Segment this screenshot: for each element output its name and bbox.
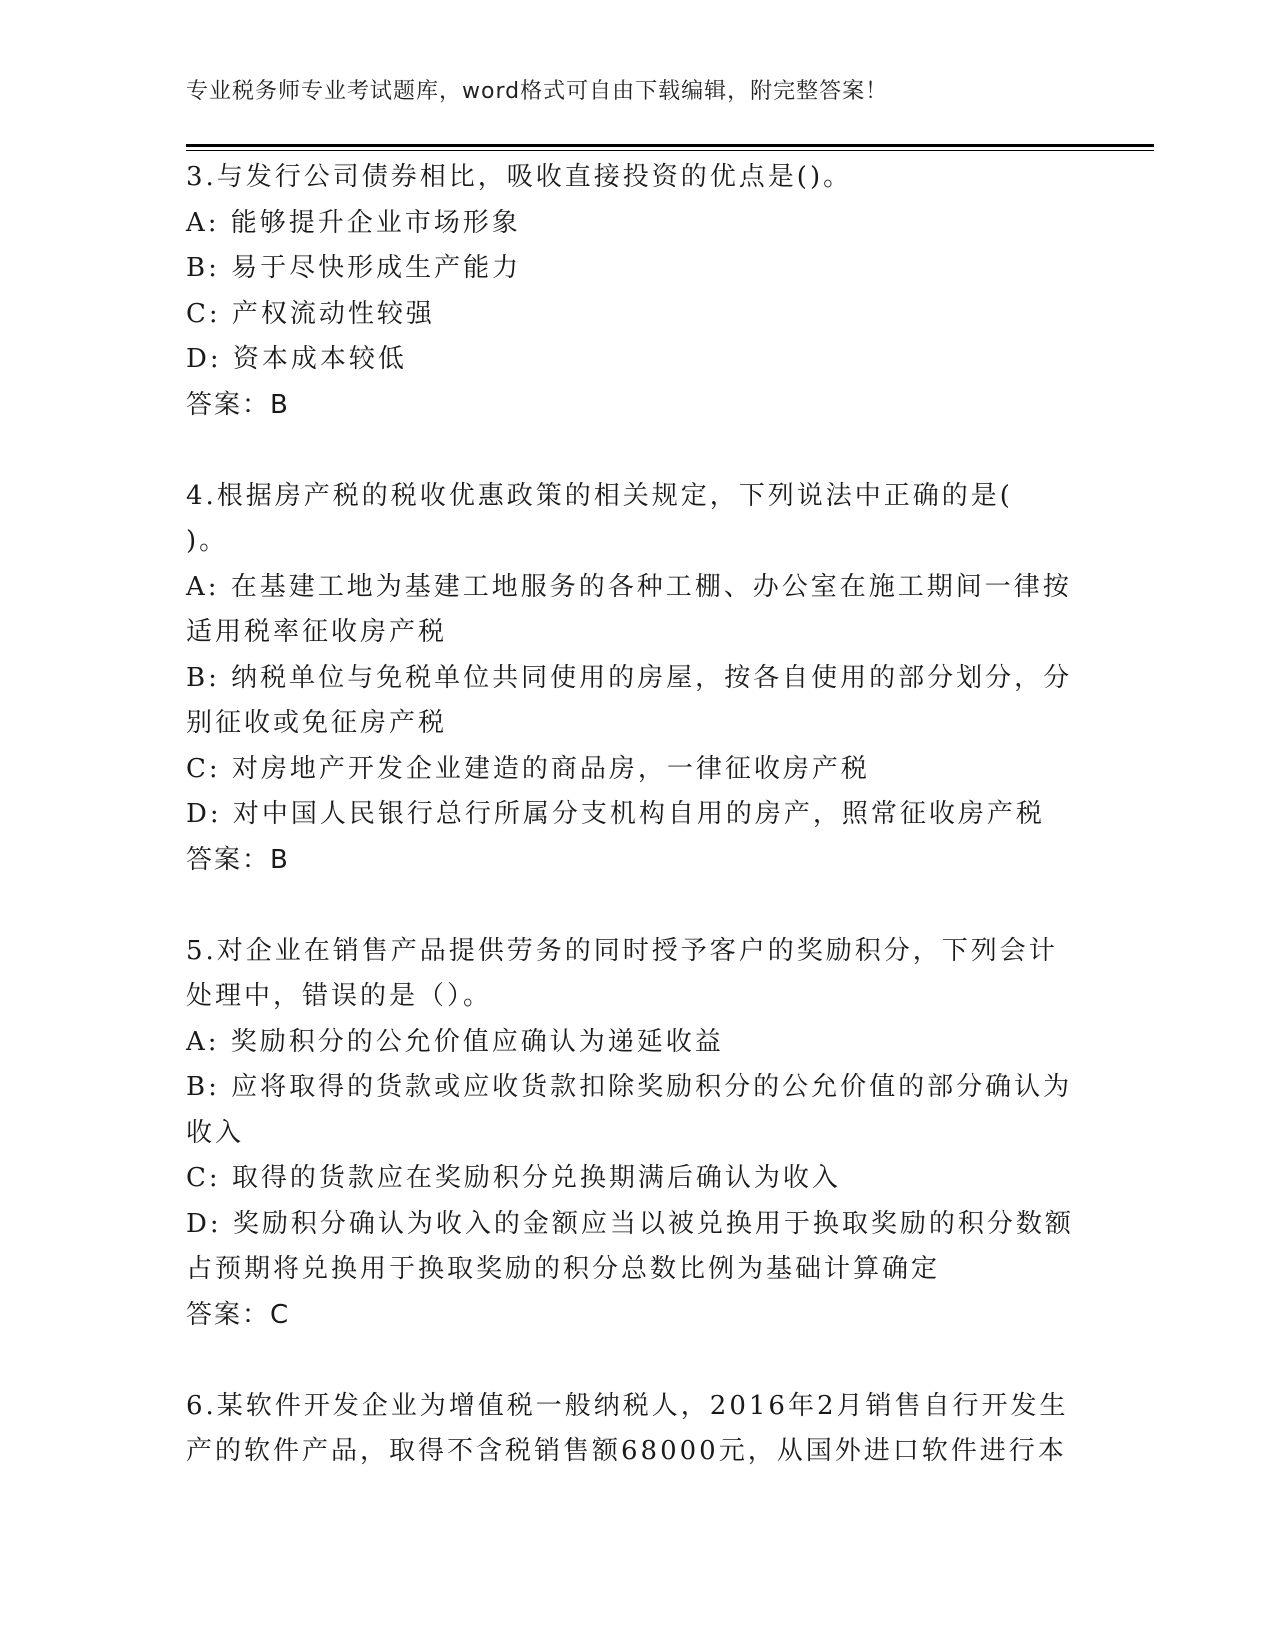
question-6	[186, 1384, 1086, 1475]
option-b: B: 易于尽快形成生产能力	[186, 253, 522, 283]
option-b: B: 应将取得的货款或应收货款扣除奖励积分的公允价值的部分确认为	[186, 1072, 1073, 1102]
option-a: A: 能够提升企业市场形象	[186, 207, 521, 238]
question-list	[186, 155, 1086, 1475]
header-rule-thin	[186, 150, 1154, 151]
question-stem: 5.对企业在销售产品提供劳务的同时授予客户的奖励积分，下列会计	[186, 935, 1058, 966]
option-d: D: 资本成本较低	[186, 344, 407, 374]
answer-line: 答案：B	[186, 389, 290, 420]
question-stem-continued: 产的软件产品，取得不含税销售额68000元，从国外进口软件进行本	[186, 1436, 1067, 1466]
option-b: B: 纳税单位与免税单位共同使用的房屋，按各自使用的部分划分，分	[186, 662, 1073, 693]
option-d: D: 对中国人民银行总行所属分支机构自用的房产，照常征收房产税	[186, 799, 1045, 829]
answer-line: 答案：B	[186, 844, 290, 875]
question-stem-continued: )。	[186, 526, 229, 556]
option-a-continued: 适用税率征收房产税	[186, 617, 448, 647]
page-header: 专业税务师专业考试题库，word格式可自由下载编辑，附完整答案！	[186, 79, 889, 104]
option-d-continued: 占预期将兑换用于换取奖励的积分总数比例为基础计算确定	[186, 1254, 941, 1284]
answer-line: 答案：C	[186, 1299, 291, 1330]
question-3	[186, 155, 1086, 428]
question-spacer	[186, 883, 1086, 929]
option-c: C: 取得的货款应在奖励积分兑换期满后确认为收入	[186, 1163, 841, 1193]
option-b-continued: 别征收或免征房产税	[186, 708, 448, 738]
question-stem: 6.某软件开发企业为增值税一般纳税人，2016年2月销售自行开发生	[186, 1390, 1069, 1421]
option-d: D: 奖励积分确认为收入的金额应当以被兑换用于换取奖励的积分数额	[186, 1208, 1074, 1239]
question-spacer	[186, 428, 1086, 474]
question-5	[186, 929, 1086, 1339]
question-4	[186, 474, 1086, 884]
header-rule-thick	[186, 144, 1154, 147]
option-b-continued: 收入	[186, 1117, 245, 1148]
question-stem: 4.根据房产税的税收优惠政策的相关规定，下列说法中正确的是(	[186, 480, 1013, 511]
question-spacer	[186, 1338, 1086, 1384]
question-stem-continued: 处理中，错误的是（）。	[186, 981, 493, 1011]
option-c: C: 产权流动性较强	[186, 298, 435, 329]
question-stem: 3.与发行公司债券相比，吸收直接投资的优点是()。	[186, 162, 853, 192]
option-a: A: 奖励积分的公允价值应确认为递延收益	[186, 1026, 724, 1057]
option-c: C: 对房地产开发企业建造的商品房，一律征收房产税	[186, 753, 870, 784]
option-a: A: 在基建工地为基建工地服务的各种工棚、办公室在施工期间一律按	[186, 571, 1072, 602]
